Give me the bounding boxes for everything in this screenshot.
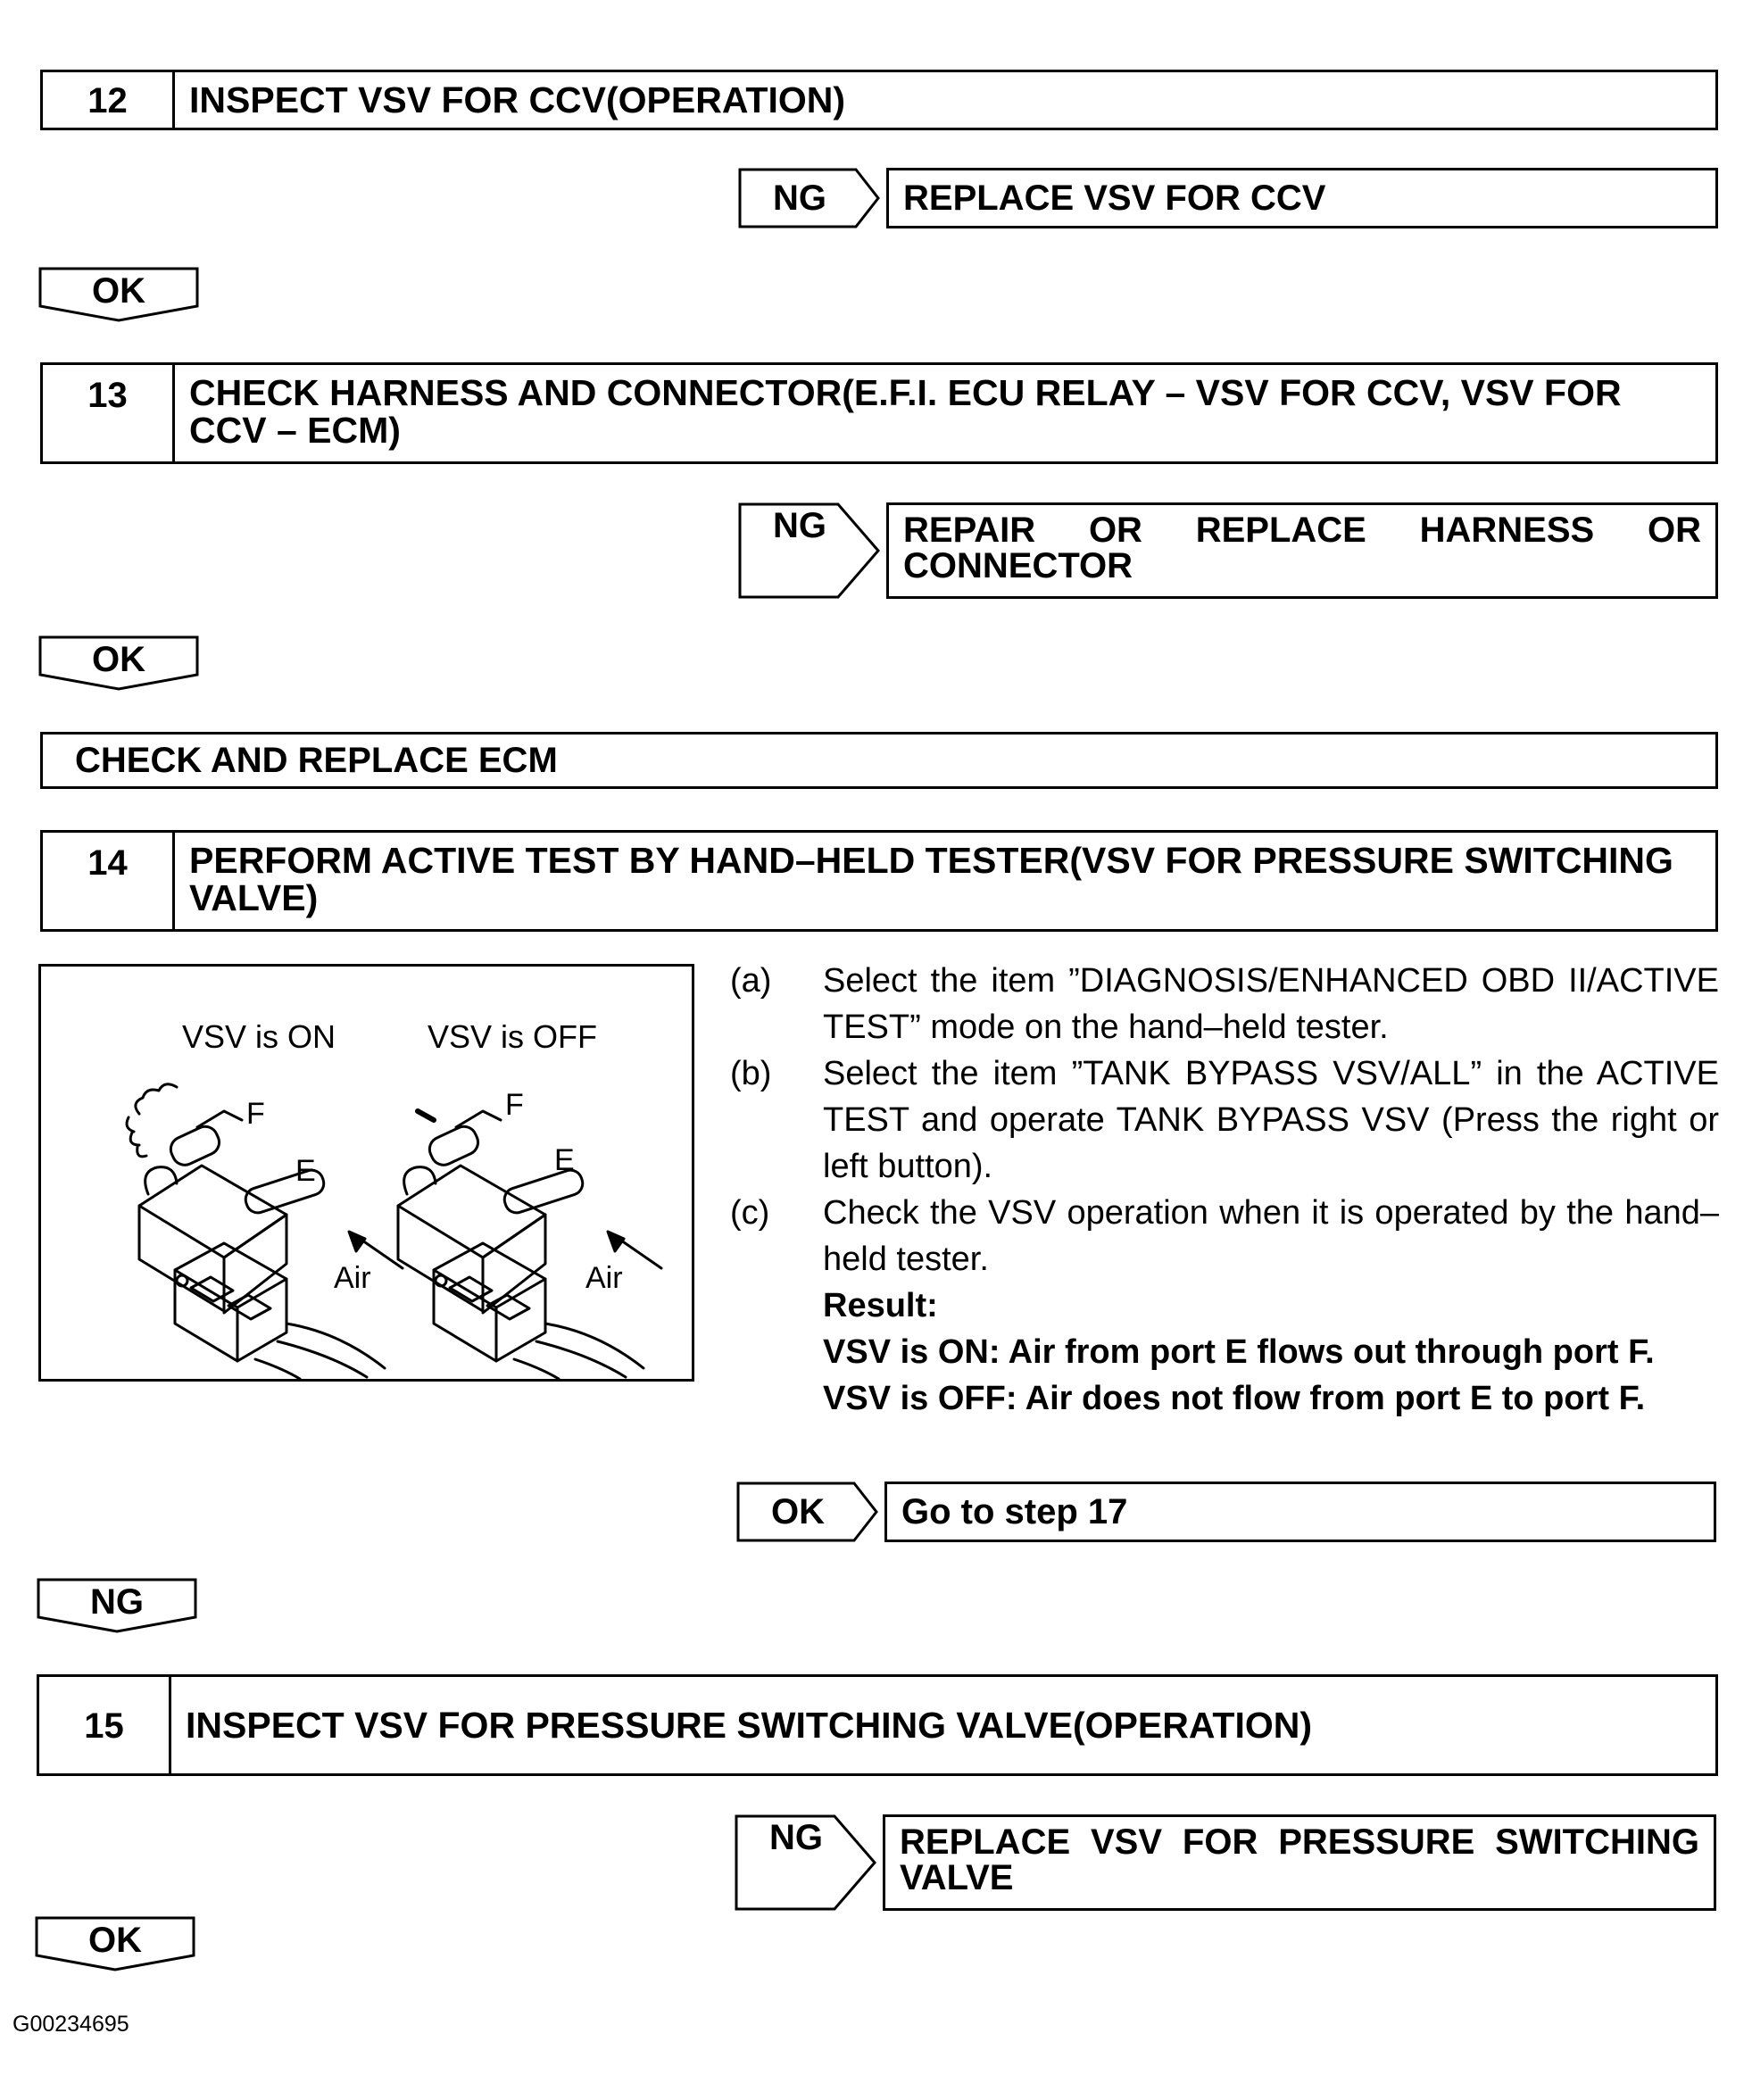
ok-action-box (884, 1482, 1716, 1542)
ok-indicator (35, 1916, 195, 1971)
footer-code: G00234695 (12, 2012, 129, 2037)
step-12-header (40, 70, 1718, 130)
instruction-c (730, 1190, 1719, 1282)
ng-label: NG (773, 178, 826, 218)
instruction-text: Select the item ”TANK BYPASS VSV/ALL” in the ACTIVE TEST and operate TANK BYPASS VSV (Press the right or left button). (823, 1055, 1719, 1185)
vsv-drawing (41, 967, 692, 1379)
step-number: 14 (43, 833, 175, 929)
ok-label: OK (92, 271, 145, 311)
air-label-off: Air (585, 1261, 623, 1295)
step-title: CHECK HARNESS AND CONNECTOR(E.F.I. ECU RELAY – VSV FOR CCV, VSV FOR CCV – ECM) (189, 372, 1622, 451)
instruction-text: Check the VSV operation when it is operated by the hand–held tester. (823, 1194, 1719, 1278)
step-15-header (37, 1674, 1718, 1776)
label-vsv-off: VSV is OFF (428, 1018, 598, 1055)
step-14-header (40, 830, 1718, 932)
ok-result-indicator (736, 1482, 879, 1542)
ecm-action-text: CHECK AND REPLACE ECM (75, 740, 558, 780)
ng-action-box (886, 168, 1718, 228)
ecm-action-box (40, 732, 1718, 789)
ng-action-text: REPLACE VSV FOR CCV (903, 178, 1326, 218)
ok-label: OK (771, 1491, 825, 1531)
instructions (730, 958, 1719, 1422)
step-number: 13 (43, 365, 175, 461)
ng-action-line-1: REPAIR OR REPLACE HARNESS OR (903, 510, 1701, 550)
step-title: INSPECT VSV FOR CCV(OPERATION) (189, 79, 846, 120)
step-13-header (40, 362, 1718, 464)
ng-indicator (738, 168, 881, 228)
ok-indicator (38, 267, 199, 322)
step-title: INSPECT VSV FOR PRESSURE SWITCHING VALVE(OPERATION) (186, 1705, 1312, 1746)
ng-label: NG (769, 1818, 823, 1857)
ng-action-box (883, 1814, 1716, 1911)
ng-indicator (735, 1814, 877, 1911)
instruction-marker: (b) (730, 1055, 772, 1092)
result-heading: Result: (823, 1287, 938, 1324)
instruction-marker: (a) (730, 962, 772, 1000)
port-f-label-on: F (246, 1097, 265, 1131)
step-number: 15 (39, 1677, 171, 1773)
instruction-text: Select the item ”DIAGNOSIS/ENHANCED OBD II/ACTIVE TEST” mode on the hand–held tester. (823, 962, 1719, 1046)
ok-indicator (38, 635, 199, 691)
ok-label: OK (92, 640, 145, 679)
air-label-on: Air (334, 1261, 371, 1295)
ng-action-line-2: CONNECTOR (903, 546, 1133, 585)
ng-label: NG (90, 1582, 144, 1622)
ng-indicator (37, 1578, 197, 1633)
label-vsv-on: VSV is ON (182, 1018, 336, 1055)
ng-action-box (886, 502, 1718, 599)
ng-indicator (738, 502, 881, 599)
ok-action-text: Go to step 17 (901, 1492, 1128, 1531)
ng-action-text: REPLACE VSV FOR PRESSURE SWITCHING VALVE (900, 1822, 1699, 1897)
ok-label: OK (88, 1921, 142, 1960)
instruction-marker: (c) (730, 1194, 770, 1232)
result-on: VSV is ON: Air from port E flows out through port F. (823, 1333, 1655, 1371)
instruction-a (730, 958, 1719, 1050)
result-off: VSV is OFF: Air does not flow from port E to port F. (823, 1380, 1646, 1417)
port-f-label-off: F (505, 1088, 524, 1122)
port-e-label-off: E (554, 1143, 575, 1177)
port-e-label-on: E (295, 1154, 316, 1188)
ng-label: NG (773, 506, 826, 545)
instruction-b (730, 1050, 1719, 1190)
step-number: 12 (43, 72, 175, 128)
step-title: PERFORM ACTIVE TEST BY HAND–HELD TESTER(VSV FOR PRESSURE SWITCHING VALVE) (189, 840, 1673, 918)
vsv-illustration (38, 964, 694, 1382)
result-block (730, 1282, 1719, 1422)
